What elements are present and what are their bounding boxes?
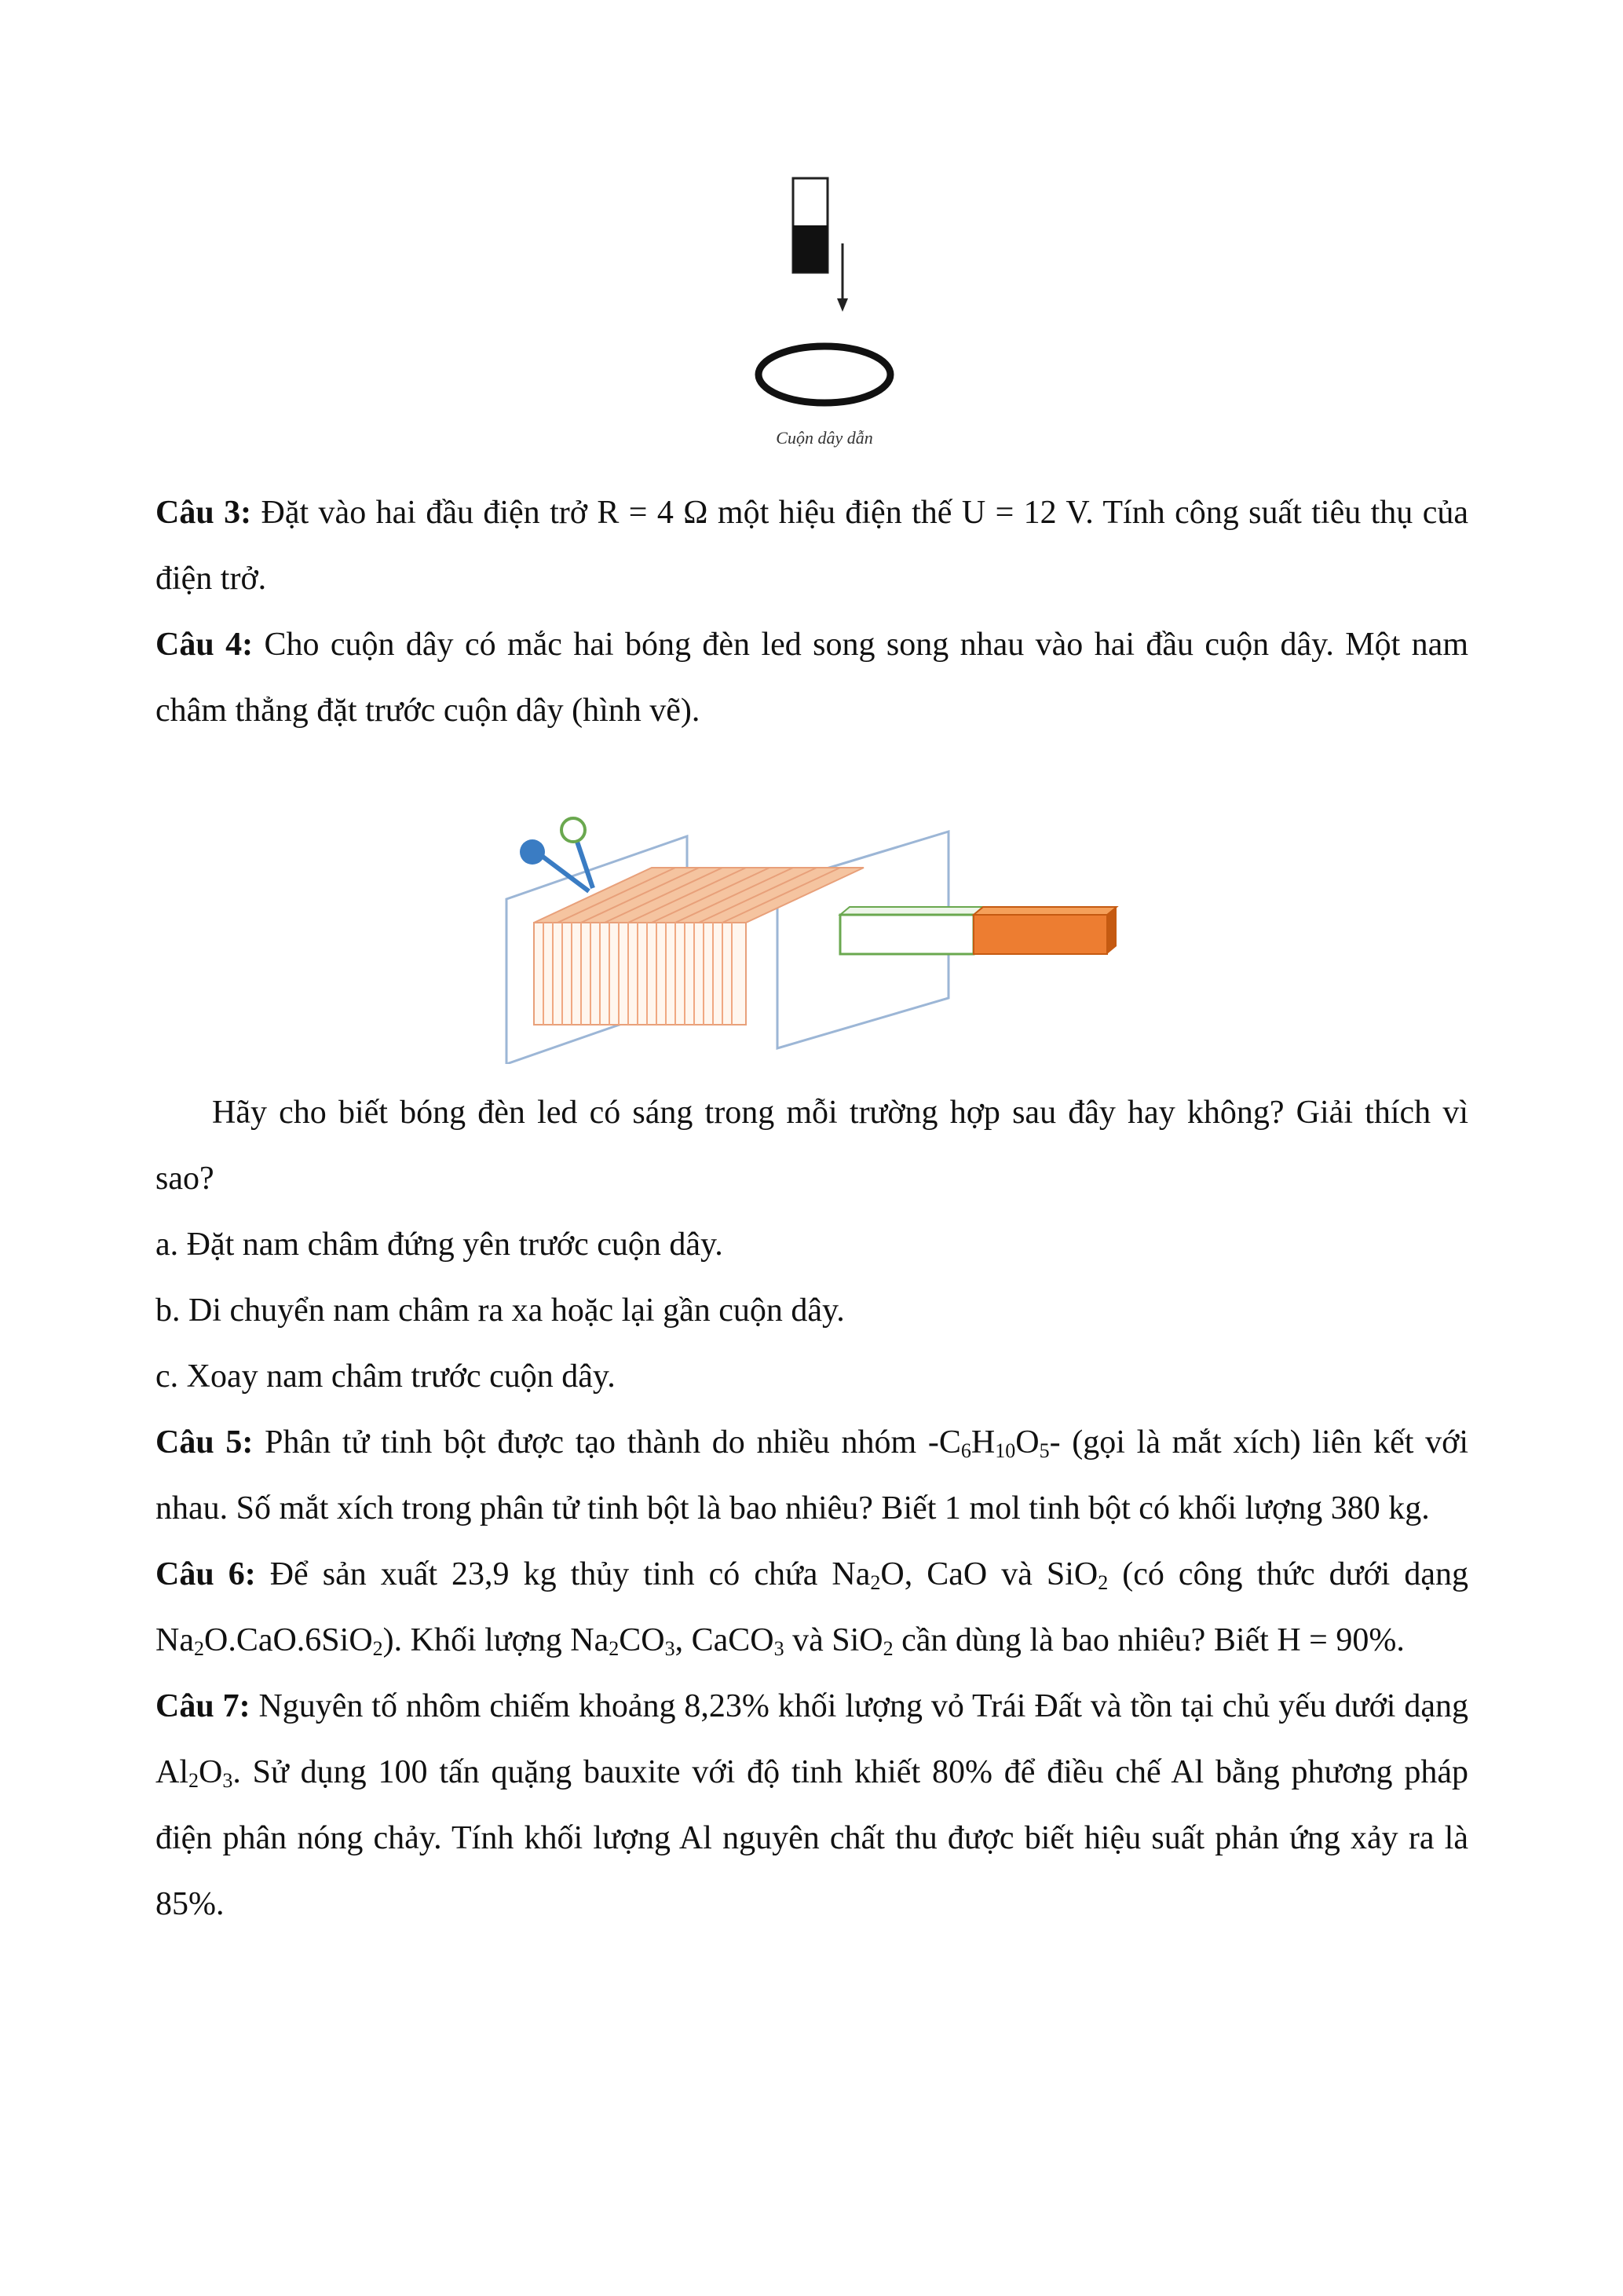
led-bulb-green: [561, 818, 585, 842]
coil-led-magnet-diagram: [495, 813, 1139, 1064]
question-4-prompt: Hãy cho biết bóng đèn led có sáng trong mỗi trường hợp sau đây hay không? Giải thích vì sao?: [155, 1095, 1468, 1197]
coil-led-magnet-figure: [495, 813, 1139, 1064]
coil-winding-front: [534, 923, 746, 1025]
magnet-coil-figure: [730, 169, 919, 467]
coil-winding-front-stripes: [543, 923, 732, 1025]
magnet-bottom-half: [793, 225, 828, 272]
question-4-label: Câu 4:: [155, 627, 254, 663]
question-6-label: Câu 6:: [155, 1556, 256, 1592]
led-bulb-blue: [520, 839, 545, 865]
question-4: [155, 612, 1468, 744]
text-block-2: [155, 1080, 1468, 1937]
magnet-pole-white: [840, 915, 974, 954]
question-3: [155, 480, 1468, 612]
question-6: Câu 6: Để sản xuất 23,9 kg thủy tinh có chứa $Na_2O$, CaO và SiO$_2$ (có công thức dưới dạng $Na_2O.CaO.6SiO_2$). Khối lượng $Na_2CO_3$, CaCO$_3$ và SiO$_2$ cần dùng là bao nhiêu? Biết H = 90%.: [155, 1556, 1468, 1660]
magnet-top-orange: [974, 907, 1117, 915]
question-4-option-c: c. Xoay nam châm trước cuộn dây.: [155, 1358, 616, 1395]
question-5: Câu 5: Phân tử tinh bột được tạo thành do nhiều nhóm $-C_6H_{10}O_5-$ (gọi là mắt xích) liên kết với nhau. Số mắt xích trong phân tử tinh bột là bao nhiêu? Biết 1 mol tinh bột có khối lượng 380 kg.: [155, 1424, 1468, 1526]
question-4-option-a: a. Đặt nam châm đứng yên trước cuộn dây.: [155, 1227, 723, 1263]
falling-magnet-diagram: [730, 169, 919, 428]
text-block-1: [155, 480, 1468, 744]
question-7: Câu 7: Nguyên tố nhôm chiếm khoảng 8,23% khối lượng vỏ Trái Đất và tồn tại chủ yếu dưới dạng $Al_2O_3$. Sử dụng 100 tấn quặng bauxite với độ tinh khiết 80% để điều chế Al bằng phương pháp điện phân nóng chảy. Tính khối lượng Al nguyên chất thu được biết hiệu suất phản ứng xảy ra là 85%.: [155, 1688, 1468, 1922]
question-3-label: Câu 3:: [155, 495, 252, 531]
question-4-option-b: b. Di chuyển nam châm ra xa hoặc lại gần cuộn dây.: [155, 1292, 845, 1329]
question-4-text: Cho cuộn dây có mắc hai bóng đèn led song song nhau vào hai đầu cuộn dây. Một nam châm thẳng đặt trước cuộn dây (hình vẽ).: [155, 627, 1468, 729]
coil-winding-top: [534, 868, 864, 923]
fall-arrow-head: [837, 298, 848, 312]
question-7-label: Câu 7:: [155, 1688, 250, 1724]
figure-caption: Cuộn dây dẫn: [776, 428, 873, 448]
magnet-side: [1107, 907, 1117, 954]
conducting-coil: [758, 346, 890, 403]
question-3-text: Đặt vào hai đầu điện trở R = 4 Ω một hiệu điện thế U = 12 V. Tính công suất tiêu thụ của điện trở.: [155, 495, 1468, 597]
magnet-pole-orange: [974, 915, 1107, 954]
question-5-label: Câu 5:: [155, 1424, 254, 1461]
